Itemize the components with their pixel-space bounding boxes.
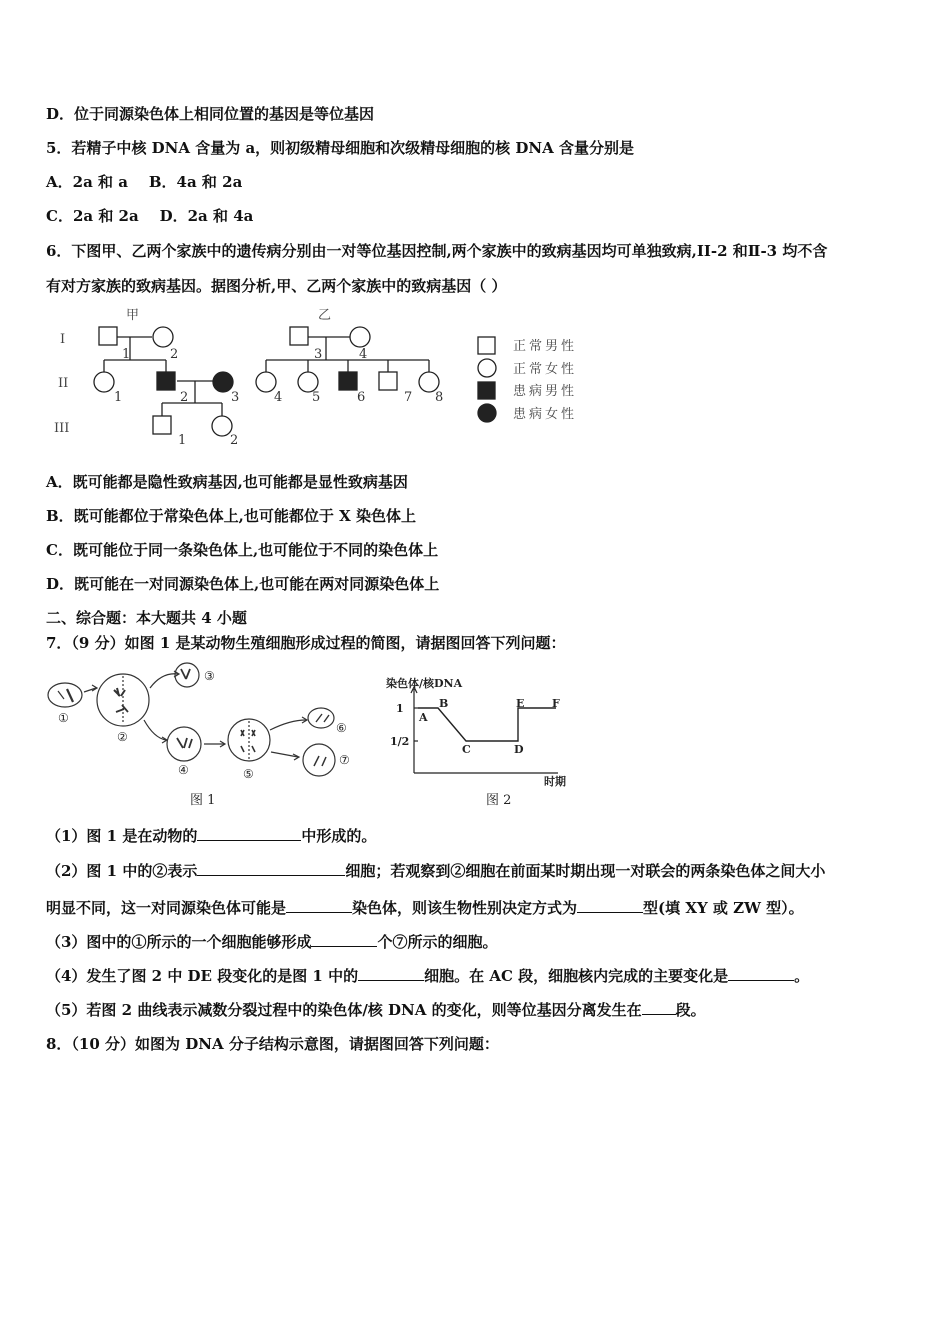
q5-stem: 5．若精子中核 DNA 含量为 a，则初级精母细胞和次级精母细胞的核 DNA 含量分别是	[46, 139, 634, 157]
q6-option-a: A．既可能都是隐性致病基因,也可能都是显性致病基因	[46, 473, 408, 491]
x-axis-label: 时期	[544, 775, 566, 788]
q7-sub5: （5）若图 2 曲线表示减数分裂过程中的染色体/核 DNA 的变化，则等位基因分离发生在 段。	[46, 1001, 706, 1019]
cell-label-5: ⑤	[243, 767, 254, 781]
num-II-8: 8	[435, 390, 444, 405]
point-d: D	[514, 743, 524, 756]
num-I-2: 2	[170, 347, 179, 362]
cell-label-6: ⑥	[336, 721, 347, 735]
pedigree-II-8	[419, 372, 439, 392]
q6-option-c: C．既可能位于同一条染色体上,也可能位于不同的染色体上	[46, 541, 439, 559]
num-II-2: 2	[180, 390, 189, 405]
q6-stem-line1: 6．下图甲、乙两个家族中的遗传病分别由一对等位基因控制,两个家族中的致病基因均可单独致病,II-2 和Ⅱ-3 均不含	[46, 242, 828, 260]
num-III-2: 2	[230, 433, 239, 448]
family-b-label: 乙	[318, 308, 332, 323]
pedigree-III-2	[212, 416, 232, 436]
pedigree-I-3	[290, 327, 308, 345]
cell-label-2: ②	[117, 730, 128, 744]
legend-normal-female: 正常女性	[513, 362, 578, 377]
section2-title: 二、综合题：本大题共 4 小题	[46, 609, 247, 627]
pedigree-II-6	[339, 372, 357, 390]
answer-blank-6[interactable]	[358, 966, 424, 981]
legend-normal-female-icon	[478, 359, 496, 377]
num-II-1: 1	[114, 390, 123, 405]
figure-1-caption: 图 1	[190, 793, 216, 808]
q6-option-b: B．既可能都位于常染色体上,也可能都位于 X 染色体上	[46, 507, 416, 525]
ratio-curve	[418, 708, 556, 741]
pedigree-II-3	[213, 372, 233, 392]
answer-blank-4[interactable]	[577, 898, 643, 913]
point-a: A	[419, 711, 428, 724]
num-I-4: 4	[359, 347, 368, 362]
q7-sub2-cont: 明显不同，这一对同源染色体可能是 染色体，则该生物性别决定方式为 型(填 XY 或 ZW 型）。	[46, 899, 804, 917]
gen-label-1: I	[60, 332, 66, 347]
q6-stem-line2: 有对方家族的致病基因。据图分析,甲、乙两个家族中的致病基因（ ）	[46, 277, 507, 295]
y-axis-label: 染色体/核DNA	[386, 677, 463, 690]
figure-1-cell-division	[44, 660, 389, 812]
legend-affected-female-icon	[478, 404, 496, 422]
legend-normal-male: 正常男性	[513, 339, 578, 354]
cell-label-7: ⑦	[339, 753, 350, 767]
num-II-7: 7	[404, 390, 413, 405]
gen-label-3: III	[54, 421, 70, 436]
figure-2-chart	[380, 675, 585, 812]
answer-blank-7[interactable]	[728, 966, 794, 981]
pedigree-II-4	[256, 372, 276, 392]
cell-label-1: ①	[58, 711, 69, 725]
num-II-6: 6	[357, 390, 366, 405]
q7-sub2: （2）图 1 中的②表示 细胞；若观察到②细胞在前面某时期出现一对联会的两条染色体之间大小	[46, 862, 826, 880]
num-I-3: 3	[314, 347, 323, 362]
family-a-label: 甲	[126, 308, 140, 323]
pedigree-II-5	[298, 372, 318, 392]
num-II-5: 5	[312, 390, 321, 405]
q4-option-d: D．位于同源染色体上相同位置的基因是等位基因	[46, 105, 375, 123]
legend-affected-female: 患病女性	[513, 407, 578, 422]
q7-sub1: （1）图 1 是在动物的 中形成的。	[46, 827, 377, 845]
gen-label-2: II	[58, 376, 69, 391]
answer-blank-8[interactable]	[642, 1000, 676, 1015]
legend-affected-male: 患病男性	[513, 384, 578, 399]
q5-options-ab: A．2a 和 a B．4a 和 2a	[46, 173, 243, 191]
point-e: E	[516, 697, 525, 710]
pedigree-I-4	[350, 327, 370, 347]
point-b: B	[439, 697, 449, 710]
pedigree-II-1	[94, 372, 114, 392]
num-III-1: 1	[178, 433, 187, 448]
num-I-1: 1	[122, 347, 131, 362]
answer-blank-1[interactable]	[197, 826, 301, 841]
cell-label-4: ④	[178, 763, 189, 777]
num-II-3: 3	[231, 390, 240, 405]
q6-option-d: D．既可能在一对同源染色体上,也可能在两对同源染色体上	[46, 575, 440, 593]
ytick-half: 1/2	[390, 735, 410, 748]
pedigree-II-2	[157, 372, 175, 390]
answer-blank-2[interactable]	[197, 861, 345, 876]
cell-label-3: ③	[204, 669, 215, 683]
q5-options-cd: C．2a 和 2a D．2a 和 4a	[46, 207, 254, 225]
answer-blank-3[interactable]	[286, 898, 352, 913]
pedigree-I-1	[99, 327, 117, 345]
point-c: C	[462, 743, 471, 756]
q7-stem: 7．（9 分）如图 1 是某动物生殖细胞形成过程的简图，请据图回答下列问题：	[46, 634, 566, 652]
pedigree-III-1	[153, 416, 171, 434]
legend-affected-male-icon	[478, 382, 495, 399]
legend-normal-male-icon	[478, 337, 495, 354]
q7-sub3: （3）图中的①所示的一个细胞能够形成 个⑦所示的细胞。	[46, 933, 498, 951]
q7-sub4: （4）发生了图 2 中 DE 段变化的是图 1 中的 细胞。在 AC 段，细胞核内完成的主要变化是 。	[46, 967, 810, 985]
point-f: F	[552, 697, 560, 710]
pedigree-figure	[46, 305, 626, 455]
figure-2-caption: 图 2	[486, 793, 512, 808]
ytick-1: 1	[396, 702, 404, 715]
q8-stem: 8．（10 分）如图为 DNA 分子结构示意图，请据图回答下列问题：	[46, 1035, 499, 1053]
num-II-4: 4	[274, 390, 283, 405]
pedigree-I-2	[153, 327, 173, 347]
pedigree-II-7	[379, 372, 397, 390]
answer-blank-5[interactable]	[311, 932, 377, 947]
